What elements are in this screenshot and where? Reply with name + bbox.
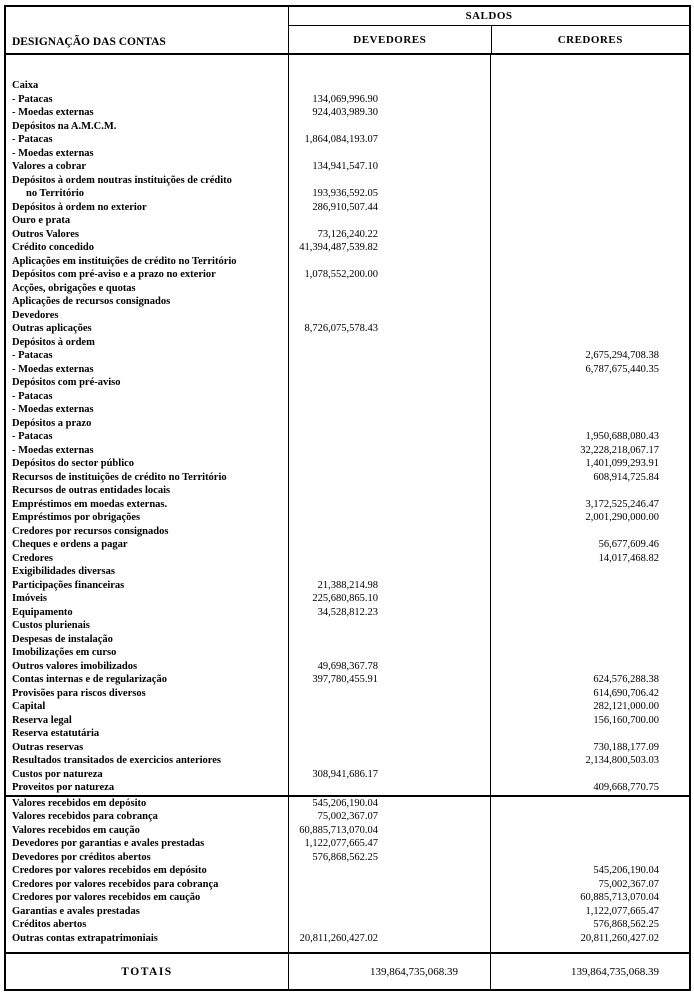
table-row bbox=[6, 918, 689, 932]
table-row bbox=[6, 768, 689, 782]
table-row bbox=[6, 837, 689, 851]
table-row bbox=[6, 322, 689, 336]
credores-cell bbox=[490, 322, 689, 336]
credores-cell: 608,914,725.84 bbox=[490, 471, 689, 485]
credores-cell bbox=[490, 133, 689, 147]
table-row bbox=[6, 174, 689, 188]
devedores-cell: 1,122,077,665.47 bbox=[288, 837, 490, 851]
devedores-cell bbox=[288, 498, 490, 512]
devedores-cell bbox=[288, 349, 490, 363]
devedores-cell bbox=[288, 781, 490, 795]
credores-cell bbox=[490, 619, 689, 633]
credores-cell: 60,885,713,070.04 bbox=[490, 891, 689, 905]
account-name-cell: Depósitos à ordem noutras instituições de crédito bbox=[12, 174, 232, 186]
credores-cell: 3,172,525,246.47 bbox=[490, 498, 689, 512]
credores-cell bbox=[490, 174, 689, 188]
credores-cell bbox=[490, 824, 689, 838]
table-row bbox=[6, 633, 689, 647]
table-row bbox=[6, 390, 689, 404]
account-name-cell: Crédito concedido bbox=[12, 242, 94, 253]
devedores-cell bbox=[288, 79, 490, 93]
table-row bbox=[6, 606, 689, 620]
devedores-cell bbox=[288, 295, 490, 309]
credores-cell bbox=[490, 390, 689, 404]
devedores-cell bbox=[288, 687, 490, 701]
table-row bbox=[6, 228, 689, 242]
credores-cell bbox=[490, 160, 689, 174]
devedores-cell bbox=[288, 864, 490, 878]
devedores-cell bbox=[288, 471, 490, 485]
devedores-cell bbox=[288, 390, 490, 404]
account-name-cell: Credores por valores recebidos em depósito bbox=[12, 865, 207, 876]
table-row bbox=[6, 511, 689, 525]
account-name-cell: Capital bbox=[12, 701, 46, 712]
devedores-cell: 308,941,686.17 bbox=[288, 768, 490, 782]
balance-sheet-table bbox=[4, 5, 691, 991]
credores-cell: 6,787,675,440.35 bbox=[490, 363, 689, 377]
devedores-cell bbox=[288, 714, 490, 728]
account-name-cell: Equipamento bbox=[12, 606, 73, 618]
account-name-cell: Acções, obrigações e quotas bbox=[12, 282, 136, 294]
account-name-cell: Provisões para riscos diversos bbox=[12, 687, 146, 699]
table-row bbox=[6, 891, 689, 905]
devedores-cell: 73,126,240.22 bbox=[288, 228, 490, 242]
account-name-cell: Despesas de instalação bbox=[12, 633, 113, 645]
table-row bbox=[6, 214, 689, 228]
account-name-cell: Devedores por créditos abertos bbox=[12, 851, 151, 863]
devedores-cell bbox=[288, 633, 490, 647]
account-name-cell: Contas internas e de regularização bbox=[12, 674, 167, 685]
credores-cell bbox=[490, 106, 689, 120]
credores-cell bbox=[490, 565, 689, 579]
devedores-cell: 49,698,367.78 bbox=[288, 660, 490, 674]
devedores-cell bbox=[288, 905, 490, 919]
table-row bbox=[6, 349, 689, 363]
account-name-cell: Valores recebidos em caução bbox=[12, 824, 140, 836]
credores-cell: 576,868,562.25 bbox=[490, 918, 689, 932]
devedores-cell bbox=[288, 511, 490, 525]
credores-cell bbox=[490, 592, 689, 606]
table-row bbox=[6, 498, 689, 512]
credores-cell: 20,811,260,427.02 bbox=[490, 932, 689, 946]
account-name-cell: Cheques e ordens a pagar bbox=[12, 539, 128, 550]
table-row bbox=[6, 864, 689, 878]
devedores-cell: 21,388,214.98 bbox=[288, 579, 490, 593]
devedores-cell bbox=[288, 552, 490, 566]
account-name-cell: Reserva estatutária bbox=[12, 728, 100, 739]
devedores-cell bbox=[288, 403, 490, 417]
table-row bbox=[6, 905, 689, 919]
credores-cell bbox=[490, 241, 689, 255]
credores-cell bbox=[490, 646, 689, 660]
account-name-cell: Reserva legal bbox=[12, 714, 72, 726]
devedores-cell bbox=[288, 120, 490, 134]
devedores-cell bbox=[288, 336, 490, 350]
credores-cell bbox=[490, 268, 689, 282]
table-row bbox=[6, 565, 689, 579]
credores-cell bbox=[490, 525, 689, 539]
credores-cell bbox=[490, 93, 689, 107]
devedores-cell: 1,078,552,200.00 bbox=[288, 268, 490, 282]
devedores-cell bbox=[288, 417, 490, 431]
table-row bbox=[6, 79, 689, 93]
table-row bbox=[6, 741, 689, 755]
account-name-cell: Proveitos por natureza bbox=[12, 782, 115, 793]
totals-devedores: 139,864,735,068.39 bbox=[288, 954, 490, 989]
table-row bbox=[6, 417, 689, 431]
account-name-cell: - Patacas bbox=[12, 134, 53, 145]
credores-cell: 14,017,468.82 bbox=[490, 552, 689, 566]
table-row bbox=[6, 525, 689, 539]
account-name-cell: Depósitos do sector público bbox=[12, 458, 135, 469]
account-name-cell: Depósitos à ordem bbox=[12, 336, 95, 348]
devedores-cell bbox=[288, 891, 490, 905]
devedores-cell bbox=[288, 727, 490, 741]
account-name-cell: Empréstimos por obrigações bbox=[12, 512, 141, 523]
account-name-cell: Créditos abertos bbox=[12, 919, 87, 930]
account-name-cell: Aplicações em instituições de crédito no Território bbox=[12, 255, 237, 267]
table-row bbox=[6, 810, 689, 824]
devedores-header: DEVEDORES bbox=[353, 33, 427, 46]
credores-cell: 409,668,770.75 bbox=[490, 781, 689, 795]
table-row bbox=[6, 484, 689, 498]
table-row bbox=[6, 106, 689, 120]
account-name-cell: Outras reservas bbox=[12, 741, 84, 753]
credores-cell bbox=[490, 606, 689, 620]
credores-cell: 75,002,367.07 bbox=[490, 878, 689, 892]
account-name-cell: Resultados transitados de exercicios anteriores bbox=[12, 755, 222, 766]
credores-cell bbox=[490, 727, 689, 741]
table-row bbox=[6, 781, 689, 795]
table-row bbox=[6, 687, 689, 701]
table-row bbox=[6, 592, 689, 606]
devedores-cell: 286,910,507.44 bbox=[288, 201, 490, 215]
account-name-cell: Valores recebidos para cobrança bbox=[12, 811, 158, 822]
account-name-cell: - Moedas externas bbox=[12, 404, 94, 415]
account-name-cell: - Moedas externas bbox=[12, 107, 94, 118]
credores-header: CREDORES bbox=[491, 26, 690, 53]
table-row bbox=[6, 201, 689, 215]
credores-cell: 2,001,290,000.00 bbox=[490, 511, 689, 525]
devedores-cell bbox=[288, 147, 490, 161]
section-2-rows bbox=[6, 797, 689, 946]
credores-cell bbox=[490, 810, 689, 824]
credores-cell: 545,206,190.04 bbox=[490, 864, 689, 878]
credores-cell: 2,134,800,503.03 bbox=[490, 754, 689, 768]
devedores-cell bbox=[288, 376, 490, 390]
table-row bbox=[6, 646, 689, 660]
devedores-cell: 1,864,084,193.07 bbox=[288, 133, 490, 147]
credores-cell bbox=[490, 282, 689, 296]
devedores-cell: 397,780,455.91 bbox=[288, 673, 490, 687]
devedores-cell: 75,002,367.07 bbox=[288, 810, 490, 824]
credores-cell bbox=[490, 660, 689, 674]
account-name-cell: Valores a cobrar bbox=[12, 161, 87, 172]
section-1-rows bbox=[6, 79, 689, 795]
table-row bbox=[6, 160, 689, 174]
credores-cell: 282,121,000.00 bbox=[490, 700, 689, 714]
account-name-cell: Recursos de outras entidades locais bbox=[12, 485, 171, 496]
credores-cell: 624,576,288.38 bbox=[490, 673, 689, 687]
credores-cell bbox=[490, 417, 689, 431]
credores-cell bbox=[490, 484, 689, 498]
account-name-cell: - Patacas bbox=[12, 390, 53, 402]
account-name-cell: Outras aplicações bbox=[12, 323, 92, 334]
account-name-cell: Custos por natureza bbox=[12, 768, 103, 780]
table-row bbox=[6, 336, 689, 350]
credores-cell bbox=[490, 403, 689, 417]
table-row bbox=[6, 133, 689, 147]
credores-cell: 156,160,700.00 bbox=[490, 714, 689, 728]
saldos-subheaders bbox=[289, 26, 689, 53]
credores-cell bbox=[490, 295, 689, 309]
credores-cell bbox=[490, 147, 689, 161]
account-name-cell: - Moedas externas bbox=[12, 147, 94, 159]
account-name-cell: - Patacas bbox=[12, 350, 53, 361]
table-row bbox=[6, 538, 689, 552]
account-name-cell: Depósitos com pré-aviso e a prazo no exterior bbox=[12, 269, 216, 280]
devedores-cell bbox=[288, 255, 490, 269]
devedores-cell: 193,936,592.05 bbox=[288, 187, 490, 201]
account-name-cell: Aplicações de recursos consignados bbox=[12, 296, 171, 307]
devedores-cell bbox=[288, 700, 490, 714]
account-name-cell: Ouro e prata bbox=[12, 215, 71, 226]
devedores-cell: 134,941,547.10 bbox=[288, 160, 490, 174]
credores-cell bbox=[490, 228, 689, 242]
saldos-header: SALDOS bbox=[289, 7, 689, 26]
devedores-cell bbox=[288, 309, 490, 323]
devedores-cell: 34,528,812.23 bbox=[288, 606, 490, 620]
credores-cell bbox=[490, 120, 689, 134]
devedores-cell: 41,394,487,539.82 bbox=[288, 241, 490, 255]
table-row bbox=[6, 430, 689, 444]
devedores-cell: 225,680,865.10 bbox=[288, 592, 490, 606]
credores-cell bbox=[490, 837, 689, 851]
account-name-cell: Garantias e avales prestadas bbox=[12, 905, 140, 917]
account-name-cell: Exigibilidades diversas bbox=[12, 566, 115, 577]
table-row bbox=[6, 363, 689, 377]
totals-credores: 139,864,735,068.39 bbox=[490, 954, 689, 989]
totals-row bbox=[6, 952, 689, 989]
table-row bbox=[6, 376, 689, 390]
credores-cell bbox=[490, 851, 689, 865]
credores-cell: 614,690,706.42 bbox=[490, 687, 689, 701]
devedores-cell: 924,403,989.30 bbox=[288, 106, 490, 120]
section-offbalance-accounts bbox=[6, 795, 689, 953]
account-name-cell: - Patacas bbox=[12, 431, 53, 442]
account-name-cell: Imóveis bbox=[12, 593, 47, 604]
spacer-row bbox=[6, 55, 689, 79]
table-row bbox=[6, 187, 689, 201]
section-balance-accounts bbox=[6, 55, 689, 795]
account-name-cell: Imobilizações em curso bbox=[12, 647, 117, 658]
table-row bbox=[6, 268, 689, 282]
devedores-cell: 545,206,190.04 bbox=[288, 797, 490, 811]
devedores-cell: 20,811,260,427.02 bbox=[288, 932, 490, 946]
account-name-cell: Outras contas extrapatrimoniais bbox=[12, 932, 158, 944]
credores-cell: 730,188,177.09 bbox=[490, 741, 689, 755]
table-row bbox=[6, 714, 689, 728]
account-name-cell: Depósitos com pré-aviso bbox=[12, 377, 121, 388]
table-row bbox=[6, 147, 689, 161]
saldos-header-group bbox=[288, 7, 689, 53]
table-row bbox=[6, 255, 689, 269]
devedores-cell bbox=[288, 646, 490, 660]
account-name-cell: Depósitos à ordem no exterior bbox=[12, 201, 147, 213]
devedores-cell bbox=[288, 430, 490, 444]
credores-cell: 1,401,099,293.91 bbox=[490, 457, 689, 471]
devedores-cell: 60,885,713,070.04 bbox=[288, 824, 490, 838]
table-row bbox=[6, 471, 689, 485]
devedores-cell bbox=[288, 363, 490, 377]
devedores-cell bbox=[288, 878, 490, 892]
account-name-cell: Credores por valores recebidos em caução bbox=[12, 892, 201, 903]
account-name-cell: Empréstimos em moedas externas. bbox=[12, 498, 168, 510]
credores-cell: 1,950,688,080.43 bbox=[490, 430, 689, 444]
devedores-cell bbox=[288, 282, 490, 296]
devedores-cell bbox=[288, 214, 490, 228]
devedores-cell: 576,868,562.25 bbox=[288, 851, 490, 865]
designacao-header: DESIGNAÇÃO DAS CONTAS bbox=[12, 36, 166, 48]
credores-cell bbox=[490, 187, 689, 201]
devedores-cell bbox=[288, 565, 490, 579]
devedores-cell: 8,726,075,578.43 bbox=[288, 322, 490, 336]
table-row bbox=[6, 93, 689, 107]
credores-cell: 2,675,294,708.38 bbox=[490, 349, 689, 363]
account-name-cell: Depósitos na A.M.C.M. bbox=[12, 120, 117, 132]
spacer-row bbox=[6, 945, 689, 952]
credores-cell bbox=[490, 79, 689, 93]
totals-label: TOTAIS bbox=[121, 965, 173, 978]
table-row bbox=[6, 444, 689, 458]
account-name-cell: Credores por valores recebidos para cobrança bbox=[12, 878, 219, 890]
credores-cell bbox=[490, 255, 689, 269]
devedores-cell bbox=[288, 484, 490, 498]
credores-cell bbox=[490, 797, 689, 811]
credores-cell bbox=[490, 201, 689, 215]
table-row bbox=[6, 403, 689, 417]
devedores-cell bbox=[288, 538, 490, 552]
table-row bbox=[6, 727, 689, 741]
account-name-cell: - Moedas externas bbox=[12, 444, 94, 456]
table-row bbox=[6, 241, 689, 255]
devedores-cell bbox=[288, 444, 490, 458]
table-row bbox=[6, 754, 689, 768]
account-name-cell: Recursos de instituições de crédito no Território bbox=[12, 471, 227, 483]
table-row bbox=[6, 673, 689, 687]
table-row bbox=[6, 878, 689, 892]
credores-cell bbox=[490, 336, 689, 350]
table-row bbox=[6, 824, 689, 838]
table-row bbox=[6, 295, 689, 309]
table-row bbox=[6, 457, 689, 471]
table-row bbox=[6, 851, 689, 865]
account-name-cell: Caixa bbox=[12, 80, 39, 91]
account-name-cell: Valores recebidos em depósito bbox=[12, 797, 147, 809]
table-row bbox=[6, 700, 689, 714]
devedores-cell: 134,069,996.90 bbox=[288, 93, 490, 107]
devedores-cell bbox=[288, 918, 490, 932]
account-name-cell: Outros valores imobilizados bbox=[12, 660, 138, 672]
credores-cell: 1,122,077,665.47 bbox=[490, 905, 689, 919]
table-row bbox=[6, 579, 689, 593]
account-name-cell: Outros Valores bbox=[12, 228, 79, 240]
table-row bbox=[6, 797, 689, 811]
table-row bbox=[6, 309, 689, 323]
account-name-cell: Credores bbox=[12, 552, 54, 564]
account-name-cell: Custos plurienais bbox=[12, 620, 90, 631]
credores-cell bbox=[490, 214, 689, 228]
table-row bbox=[6, 932, 689, 946]
table-row bbox=[6, 120, 689, 134]
table-header bbox=[6, 7, 689, 55]
account-name-cell: Depósitos a prazo bbox=[12, 417, 92, 429]
credores-cell bbox=[490, 579, 689, 593]
credores-cell: 56,677,609.46 bbox=[490, 538, 689, 552]
table-row bbox=[6, 282, 689, 296]
account-name-cell: Devedores bbox=[12, 309, 59, 321]
devedores-cell bbox=[288, 754, 490, 768]
account-name-cell: Participações financeiras bbox=[12, 579, 125, 591]
account-name-cell: no Território bbox=[26, 188, 85, 199]
credores-cell bbox=[490, 768, 689, 782]
account-name-cell: - Moedas externas bbox=[12, 363, 94, 375]
credores-cell: 32,228,218,067.17 bbox=[490, 444, 689, 458]
account-name-cell: - Patacas bbox=[12, 93, 53, 105]
devedores-cell bbox=[288, 174, 490, 188]
devedores-cell bbox=[288, 457, 490, 471]
credores-cell bbox=[490, 633, 689, 647]
table-row bbox=[6, 552, 689, 566]
devedores-cell bbox=[288, 741, 490, 755]
table-row bbox=[6, 619, 689, 633]
devedores-cell bbox=[288, 525, 490, 539]
account-name-cell: Credores por recursos consignados bbox=[12, 525, 169, 537]
devedores-cell bbox=[288, 619, 490, 633]
credores-cell bbox=[490, 309, 689, 323]
account-name-cell: Devedores por garantias e avales prestadas bbox=[12, 838, 205, 849]
credores-cell bbox=[490, 376, 689, 390]
table-row bbox=[6, 660, 689, 674]
